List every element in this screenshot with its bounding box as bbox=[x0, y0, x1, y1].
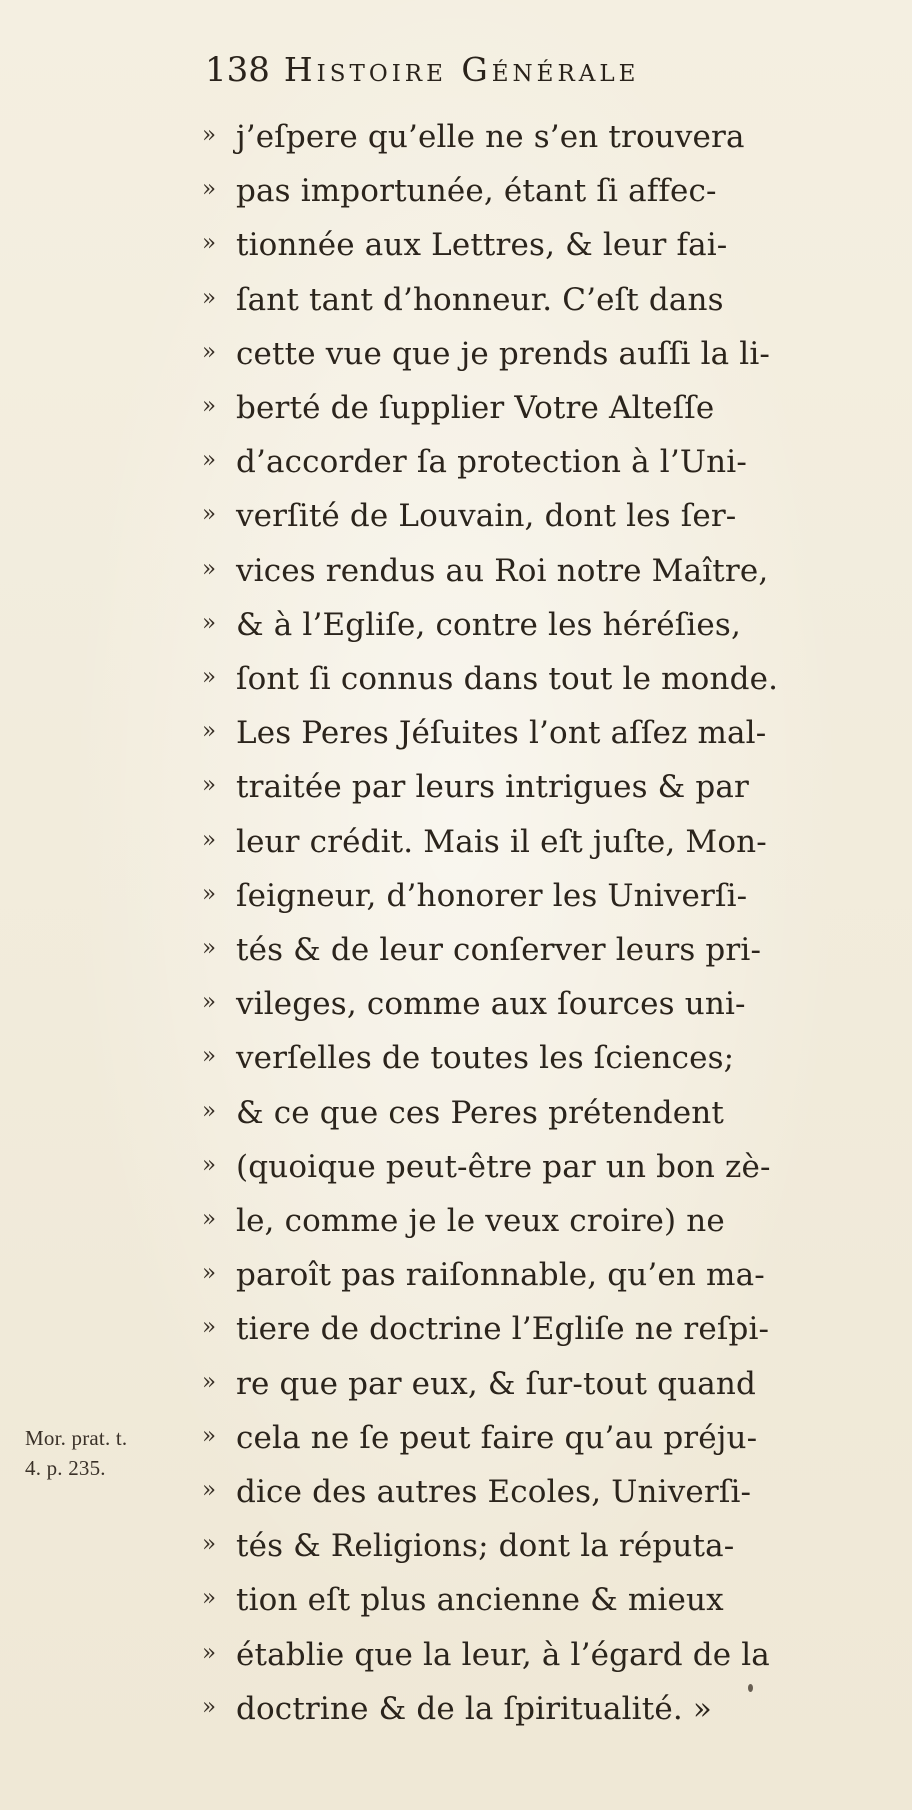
quote-mark: » bbox=[202, 1693, 217, 1720]
line-text: ſant tant d’honneur. C’eſt dans bbox=[236, 281, 724, 318]
line-text: re que par eux, & ſur-tout quand bbox=[236, 1365, 757, 1402]
quote-mark: » bbox=[202, 1639, 217, 1666]
line-text: dice des autres Ecoles, Univerſi- bbox=[236, 1474, 752, 1510]
text-line bbox=[202, 277, 724, 323]
quote-mark: » bbox=[202, 1043, 217, 1070]
quote-mark: » bbox=[202, 826, 217, 853]
text-line bbox=[202, 1252, 765, 1298]
text-line bbox=[202, 1361, 756, 1407]
quote-mark: » bbox=[202, 230, 217, 257]
line-text: le, comme je le veux croire) ne bbox=[236, 1203, 725, 1239]
text-line bbox=[202, 656, 778, 702]
quote-mark: » bbox=[202, 555, 217, 582]
line-text: tion eſt plus ancienne & mieux bbox=[236, 1582, 724, 1619]
text-line bbox=[202, 710, 766, 756]
quote-mark: » bbox=[202, 1585, 217, 1612]
line-text: j’eſpere qu’elle ne s’en trouvera bbox=[236, 119, 745, 155]
margin-note: Mor. prat. t. 4. p. 235. bbox=[25, 1426, 128, 1480]
quote-mark: » bbox=[202, 609, 217, 636]
text-line bbox=[202, 114, 745, 160]
quote-mark: » bbox=[202, 1477, 217, 1503]
line-text: leur crédit. Mais il eſt juſte, Mon- bbox=[236, 823, 767, 860]
line-text: cela ne ſe peut faire qu’au préju- bbox=[236, 1419, 758, 1456]
text-line bbox=[202, 927, 761, 973]
quote-mark: » bbox=[202, 1260, 217, 1287]
quote-mark: » bbox=[202, 176, 217, 203]
text-line bbox=[202, 168, 717, 214]
line-text: & ce que ces Peres prétendent bbox=[236, 1094, 724, 1131]
quote-mark: » bbox=[202, 718, 217, 745]
text-line bbox=[202, 385, 714, 431]
quote-mark: » bbox=[202, 1151, 217, 1178]
line-text: ſont ſi connus dans tout le monde. bbox=[236, 661, 779, 697]
quote-mark: » bbox=[202, 447, 217, 474]
line-text: établie que la leur, à l’égard de la bbox=[236, 1636, 770, 1673]
text-line bbox=[202, 873, 747, 919]
text-line bbox=[202, 439, 747, 485]
text-line bbox=[202, 1523, 734, 1569]
line-text: tionnée aux Lettres, & leur fai- bbox=[236, 227, 728, 264]
text-line bbox=[202, 1198, 725, 1244]
quote-mark: » bbox=[202, 1368, 217, 1395]
text-line bbox=[202, 548, 768, 594]
line-text: (quoique peut-être par un bon zè- bbox=[236, 1148, 771, 1185]
text-line bbox=[202, 764, 749, 810]
line-text: verſité de Louvain, dont les ſer- bbox=[236, 498, 737, 535]
body-text bbox=[202, 114, 872, 1744]
text-line bbox=[202, 1469, 751, 1515]
text-line bbox=[202, 1577, 724, 1623]
text-line bbox=[202, 1415, 757, 1461]
line-text: tés & de leur conſerver leurs pri- bbox=[236, 932, 762, 968]
line-text: vileges, comme aux ſources uni- bbox=[236, 986, 746, 1023]
line-text: cette vue que je prends auſſi la li- bbox=[236, 335, 771, 372]
text-line bbox=[202, 602, 741, 648]
quote-mark: » bbox=[202, 393, 217, 419]
quote-mark: » bbox=[202, 772, 217, 799]
line-text: tés & Religions; dont la réputa- bbox=[236, 1528, 735, 1565]
quote-mark: » bbox=[202, 338, 217, 365]
line-text: paroît pas raiſonnable, qu’en ma- bbox=[236, 1257, 765, 1294]
text-line bbox=[202, 1144, 771, 1190]
text-line bbox=[202, 981, 746, 1027]
line-text: tiere de doctrine l’Egliſe ne reſpi- bbox=[236, 1311, 770, 1348]
quote-mark: » bbox=[202, 664, 217, 690]
text-line bbox=[202, 1035, 734, 1081]
line-text: berté de ſupplier Votre Alteſſe bbox=[236, 390, 715, 426]
line-text: ſeigneur, d’honorer les Univerſi- bbox=[236, 877, 748, 914]
quote-mark: » bbox=[202, 284, 217, 311]
text-line bbox=[202, 222, 727, 268]
text-line bbox=[202, 1632, 770, 1678]
running-head: Histoire Générale bbox=[283, 50, 640, 89]
quote-mark: » bbox=[202, 1097, 217, 1124]
text-line bbox=[202, 493, 736, 539]
line-text: pas importunée, étant ſi affec- bbox=[236, 173, 717, 210]
line-text: verſelles de toutes les ſciences; bbox=[236, 1040, 735, 1077]
quote-mark: » bbox=[202, 880, 217, 907]
line-text: doctrine & de la ſpiritualité. » bbox=[236, 1690, 712, 1727]
quote-mark: » bbox=[202, 1206, 217, 1232]
quote-mark: » bbox=[202, 989, 217, 1016]
text-line bbox=[202, 331, 770, 377]
quote-mark: » bbox=[202, 501, 217, 528]
text-line bbox=[202, 1090, 724, 1136]
line-text: traitée par leurs intrigues & par bbox=[236, 769, 750, 806]
quote-mark: » bbox=[202, 1531, 217, 1558]
quote-mark: » bbox=[202, 122, 217, 148]
page-number: 138 bbox=[205, 50, 270, 90]
ink-spot bbox=[748, 1684, 753, 1692]
line-text: vices rendus au Roi notre Maître, bbox=[236, 552, 769, 589]
page-header bbox=[205, 50, 845, 110]
quote-mark: » bbox=[202, 1422, 217, 1449]
line-text: & à l’Egliſe, contre les héréſies, bbox=[236, 606, 741, 643]
text-line bbox=[202, 1686, 712, 1732]
line-text: Les Peres Jéſuites l’ont aſſez mal- bbox=[236, 715, 767, 752]
text-line bbox=[202, 819, 767, 865]
text-line bbox=[202, 1306, 769, 1352]
quote-mark: » bbox=[202, 1314, 217, 1341]
line-text: d’accorder ſa protection à l’Uni- bbox=[236, 444, 747, 481]
quote-mark: » bbox=[202, 935, 217, 961]
